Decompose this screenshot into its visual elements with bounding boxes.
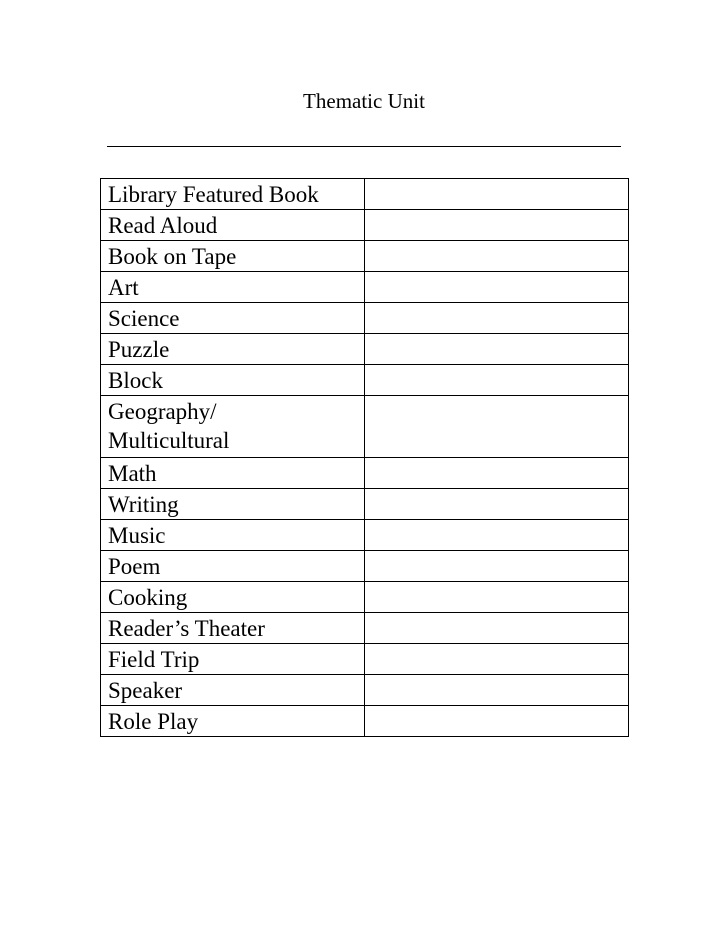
table-row [101, 241, 629, 272]
table-row [101, 458, 629, 489]
activity-label-cell [101, 675, 365, 706]
activity-label-cell [101, 210, 365, 241]
table-body [101, 179, 629, 737]
activity-label: Role Play [108, 709, 199, 734]
activity-label: Science [108, 306, 180, 331]
page-title: Thematic Unit [303, 89, 425, 113]
activity-label-cell [101, 179, 365, 210]
activity-label: Field Trip [108, 647, 200, 672]
activity-entry-cell[interactable] [365, 675, 629, 706]
activity-label: Writing [108, 492, 179, 517]
activity-label-cell [101, 520, 365, 551]
activity-label: Geography/ [108, 399, 217, 424]
activity-entry-cell[interactable] [365, 520, 629, 551]
table-row [101, 582, 629, 613]
thematic-unit-table [100, 178, 629, 737]
activity-entry-cell[interactable] [365, 272, 629, 303]
activity-label: Speaker [108, 678, 183, 703]
activity-entry-cell[interactable] [365, 303, 629, 334]
table-row [101, 520, 629, 551]
activity-label: Reader’s Theater [108, 616, 265, 641]
activity-label-cell [101, 272, 365, 303]
table-row [101, 706, 629, 737]
activity-entry-cell[interactable] [365, 644, 629, 675]
title-underline [107, 146, 621, 147]
activity-label: Poem [108, 554, 161, 579]
activity-entry-cell[interactable] [365, 613, 629, 644]
activity-entry-cell[interactable] [365, 241, 629, 272]
table-row [101, 644, 629, 675]
activity-label-cell [101, 613, 365, 644]
table-row [101, 334, 629, 365]
activity-label-cell [101, 365, 365, 396]
activity-label: Multicultural [108, 428, 230, 453]
activity-label-cell [101, 582, 365, 613]
table-row [101, 489, 629, 520]
activity-label-cell [101, 334, 365, 365]
activity-entry-cell[interactable] [365, 551, 629, 582]
activity-entry-cell[interactable] [365, 396, 629, 458]
activity-label: Read Aloud [108, 213, 218, 238]
table-row [101, 272, 629, 303]
activity-entry-cell[interactable] [365, 365, 629, 396]
activity-entry-cell[interactable] [365, 706, 629, 737]
activity-entry-cell[interactable] [365, 179, 629, 210]
activity-label: Book on Tape [108, 244, 237, 269]
table-row [101, 210, 629, 241]
activity-label-cell [101, 489, 365, 520]
activity-entry-cell[interactable] [365, 582, 629, 613]
table-row [101, 675, 629, 706]
activity-label: Library Featured Book [108, 182, 319, 207]
activity-label-cell [101, 458, 365, 489]
activity-label-cell [101, 396, 365, 458]
activity-entry-cell[interactable] [365, 210, 629, 241]
activity-label: Music [108, 523, 166, 548]
activity-label-cell [101, 644, 365, 675]
activity-label: Cooking [108, 585, 188, 610]
table-row [101, 396, 629, 458]
activity-label-cell [101, 551, 365, 582]
activity-entry-cell[interactable] [365, 489, 629, 520]
table-row [101, 179, 629, 210]
activity-entry-cell[interactable] [365, 334, 629, 365]
table-row [101, 551, 629, 582]
table-row [101, 303, 629, 334]
activity-label: Block [108, 368, 163, 393]
activity-label-cell [101, 241, 365, 272]
activity-label: Art [108, 275, 139, 300]
activity-label: Puzzle [108, 337, 170, 362]
table-row [101, 365, 629, 396]
activity-label-cell [101, 303, 365, 334]
table-row [101, 613, 629, 644]
activity-label-cell [101, 706, 365, 737]
activity-label: Math [108, 461, 157, 486]
activity-entry-cell[interactable] [365, 458, 629, 489]
